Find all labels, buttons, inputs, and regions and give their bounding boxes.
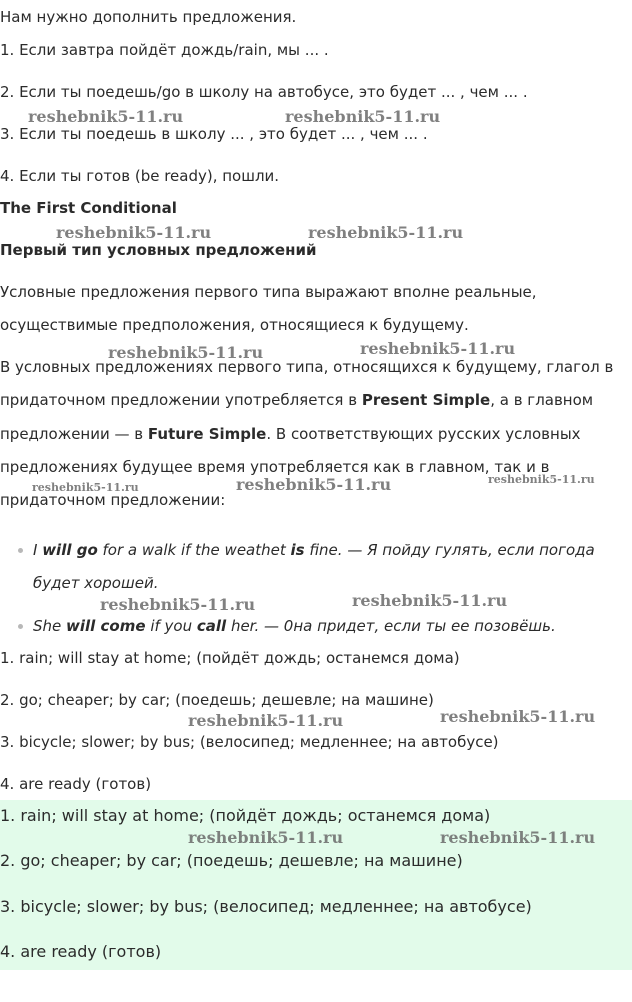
example-2 [33,616,556,636]
watermark: reshebnik5-11.ru [352,591,508,610]
task-item-1: 1. Если завтра пойдёт дождь/rain, мы ... . [0,41,329,59]
watermark: reshebnik5-11.ru [188,828,344,847]
text-span: I [33,541,43,559]
answer-box-item-3: 3. bicycle; slower; by bus; (велосипед; медленнее; на автобусе) [0,897,532,916]
task-item-2: 2. Если ты поедешь/go в школу на автобусе, это будет ... , чем ... . [0,83,528,101]
text-span: , а в главном [490,391,594,409]
answer-3: 3. bicycle; slower; by bus; (велосипед; медленнее; на автобусе) [0,733,499,751]
paragraph-2-line-2 [0,390,593,410]
watermark: reshebnik5-11.ru [440,707,596,726]
watermark: reshebnik5-11.ru [108,343,264,362]
example-1-line-2: будет хорошей. [33,574,159,592]
paragraph-2-line-1: В условных предложениях первого типа, относящихся к будущему, глагол в [0,358,614,376]
watermark: reshebnik5-11.ru [188,711,344,730]
text-span: call [196,617,227,635]
paragraph-2-line-4: предложениях будущее время употребляется как в главном, так и в [0,458,550,476]
watermark: reshebnik5-11.ru [488,473,595,486]
watermark: reshebnik5-11.ru [32,481,139,494]
paragraph-2-line-3 [0,424,581,444]
watermark: reshebnik5-11.ru [100,595,256,614]
watermark: reshebnik5-11.ru [56,223,212,242]
example-1-line-1 [33,540,595,560]
present-simple-term: Present Simple [361,391,491,409]
text-span: will come [66,617,146,635]
answer-1: 1. rain; will stay at home; (пойдёт дождь; останемся дома) [0,649,460,667]
answer-box-item-2: 2. go; cheaper; by car; (поедешь; дешевле; на машине) [0,851,463,870]
bullet-icon [18,624,23,629]
watermark: reshebnik5-11.ru [360,339,516,358]
task-intro: Нам нужно дополнить предложения. [0,8,297,26]
watermark: reshebnik5-11.ru [440,828,596,847]
text-span: if you [145,617,197,635]
text-span: She [33,617,67,635]
task-item-3: 3. Если ты поедешь в школу ... , это будет ... , чем ... . [0,125,428,143]
text-span: придаточном предложении употребляется в [0,391,362,409]
answer-2: 2. go; cheaper; by car; (поедешь; дешевле; на машине) [0,691,434,709]
answer-4: 4. are ready (готов) [0,775,152,793]
text-span: for a walk if the weathet [97,541,291,559]
text-span: предложении — в [0,425,148,443]
text-span: is [290,541,305,559]
answer-box-item-4: 4. are ready (готов) [0,942,162,961]
paragraph-1-line-1: Условные предложения первого типа выражают вполне реальные, [0,283,537,301]
future-simple-term: Future Simple [147,425,267,443]
watermark: reshebnik5-11.ru [236,475,392,494]
text-span: will go [42,541,98,559]
paragraph-1-line-2: осуществимые предположения, относящиеся к будущему. [0,316,469,334]
text-span: . В соответствующих русских условных [266,425,581,443]
text-span: fine. — Я пойду гулять, если погода [304,541,595,559]
heading-ru: Первый тип условных предложений [0,241,317,259]
text-span: her. — 0на придет, если ты ее позовёшь. [226,617,556,635]
answer-box-item-1: 1. rain; will stay at home; (пойдёт дождь; останемся дома) [0,806,491,825]
watermark: reshebnik5-11.ru [28,107,184,126]
heading-en: The First Conditional [0,199,177,217]
bullet-icon [18,548,23,553]
watermark: reshebnik5-11.ru [285,107,441,126]
paragraph-2-line-5: придаточном предложении: [0,491,226,509]
watermark: reshebnik5-11.ru [308,223,464,242]
task-item-4: 4. Если ты готов (be ready), пошли. [0,167,280,185]
